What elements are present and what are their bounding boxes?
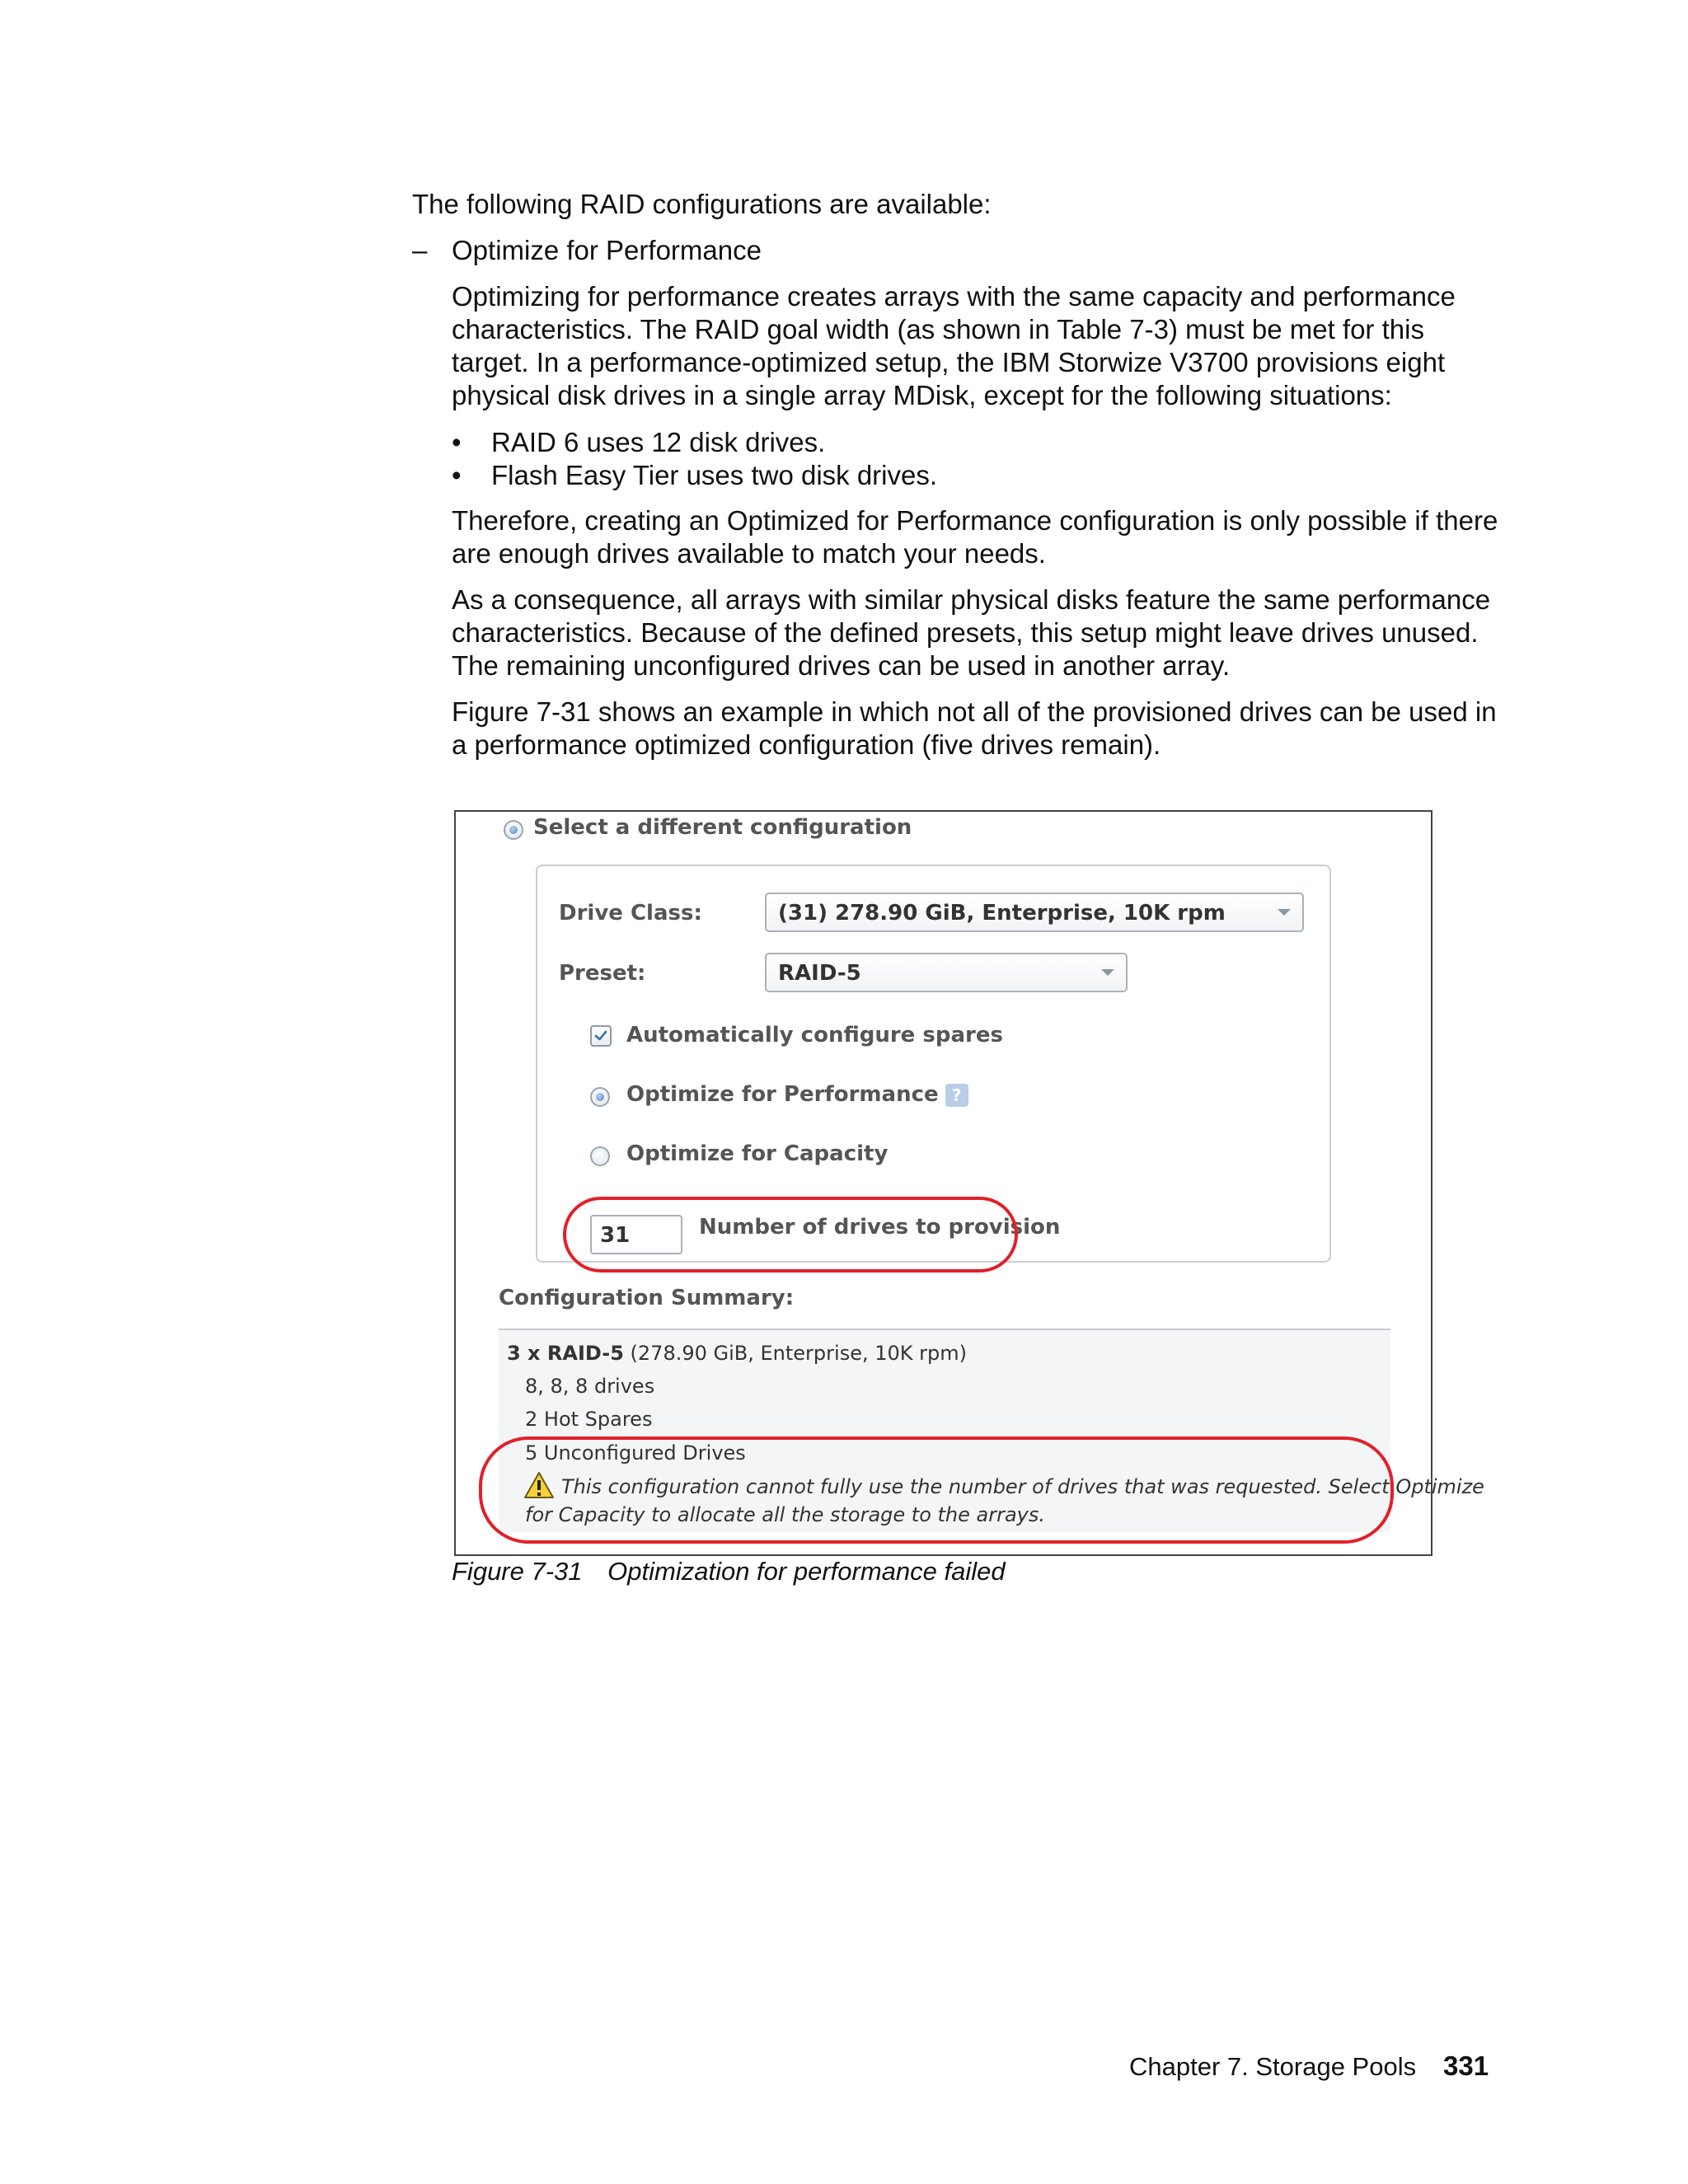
summary-hot-spares: 2 Hot Spares xyxy=(525,1408,653,1431)
figure-screenshot xyxy=(454,810,1484,1556)
footer-chapter: Chapter 7. Storage Pools xyxy=(1129,2052,1417,2081)
optimize-performance-row xyxy=(626,1082,968,1107)
drives-count-label: Number of drives to provision xyxy=(699,1215,1061,1240)
summary-drives: 8, 8, 8 drives xyxy=(525,1375,655,1398)
auto-spares-label: Automatically configure spares xyxy=(626,1023,1003,1047)
figure-caption xyxy=(452,1557,1006,1586)
highlight-oval-warning xyxy=(479,1436,1394,1544)
caption-text: Optimization for performance failed xyxy=(607,1557,1006,1586)
select-config-label: Select a different configuration xyxy=(533,815,912,840)
caption-number: Figure 7-31 xyxy=(452,1557,583,1586)
preset-select[interactable] xyxy=(765,953,1128,992)
optimize-capacity-radio[interactable] xyxy=(590,1146,610,1166)
list-item-title: Optimize for Performance xyxy=(452,235,762,265)
optimize-performance-radio[interactable] xyxy=(590,1087,610,1107)
optimize-capacity-label: Optimize for Capacity xyxy=(626,1141,889,1166)
drive-class-select[interactable] xyxy=(765,893,1304,932)
summary-raid-prefix: 3 x RAID-5 xyxy=(507,1342,624,1365)
summary-unconfigured: 5 Unconfigured Drives xyxy=(525,1441,746,1465)
paragraph-performance-description: Optimizing for performance creates arrays with the same capacity and performance characteristics. The RAID goal width (as shown in Table 7-3) must be met for this target. In a performance-optimized setup, the IBM Storwize V3700 provisions eight physical disk drives in a single array MDisk, except for the following situations: xyxy=(452,281,1456,410)
paragraph-consequence: As a consequence, all arrays with similar physical disks feature the same performance characteristics. Because of the defined presets, this setup might leave drives unused. The remaining unconfigured drives can be used in another array. xyxy=(452,584,1491,681)
help-icon[interactable]: ? xyxy=(945,1084,968,1107)
summary-raid-line xyxy=(507,1342,967,1365)
drive-class-label: Drive Class: xyxy=(559,901,702,926)
preset-label: Preset: xyxy=(559,961,646,986)
select-config-radio[interactable] xyxy=(504,820,523,840)
summary-raid-detail: (278.90 GiB, Enterprise, 10K rpm) xyxy=(630,1342,967,1365)
bullet-text: RAID 6 uses 12 disk drives. xyxy=(491,427,826,457)
intro-text: The following RAID configurations are available: xyxy=(412,189,992,219)
chevron-down-icon xyxy=(1278,909,1291,916)
chevron-down-icon xyxy=(1101,969,1114,976)
bullet-text: Flash Easy Tier uses two disk drives. xyxy=(491,460,938,490)
page-number: 331 xyxy=(1443,2050,1489,2081)
bullet-dot: • xyxy=(452,427,462,457)
drive-class-value: (31) 278.90 GiB, Enterprise, 10K rpm xyxy=(778,901,1226,926)
bullet-dot: • xyxy=(452,460,462,490)
warning-text-line1: This configuration cannot fully use the number of drives that was requested. Select Optimize xyxy=(561,1475,1484,1498)
paragraph-therefore: Therefore, creating an Optimized for Performance configuration is only possible if there are enough drives available to match your needs. xyxy=(452,505,1498,569)
drives-count-input[interactable]: 31 xyxy=(590,1215,682,1254)
summary-title: Configuration Summary: xyxy=(499,1286,795,1310)
auto-spares-checkbox[interactable] xyxy=(590,1025,612,1047)
paragraph-figure-reference: Figure 7-31 shows an example in which not all of the provisioned drives can be used in a performance optimized configuration (five drives remain). xyxy=(452,696,1497,760)
checkmark-icon xyxy=(593,1029,608,1043)
preset-value: RAID-5 xyxy=(778,961,861,986)
optimize-performance-label: Optimize for Performance xyxy=(626,1082,939,1107)
list-dash: – xyxy=(412,235,428,265)
highlight-oval-drives xyxy=(563,1197,1018,1272)
warning-text-line2: for Capacity to allocate all the storage to the arrays. xyxy=(525,1503,1046,1526)
